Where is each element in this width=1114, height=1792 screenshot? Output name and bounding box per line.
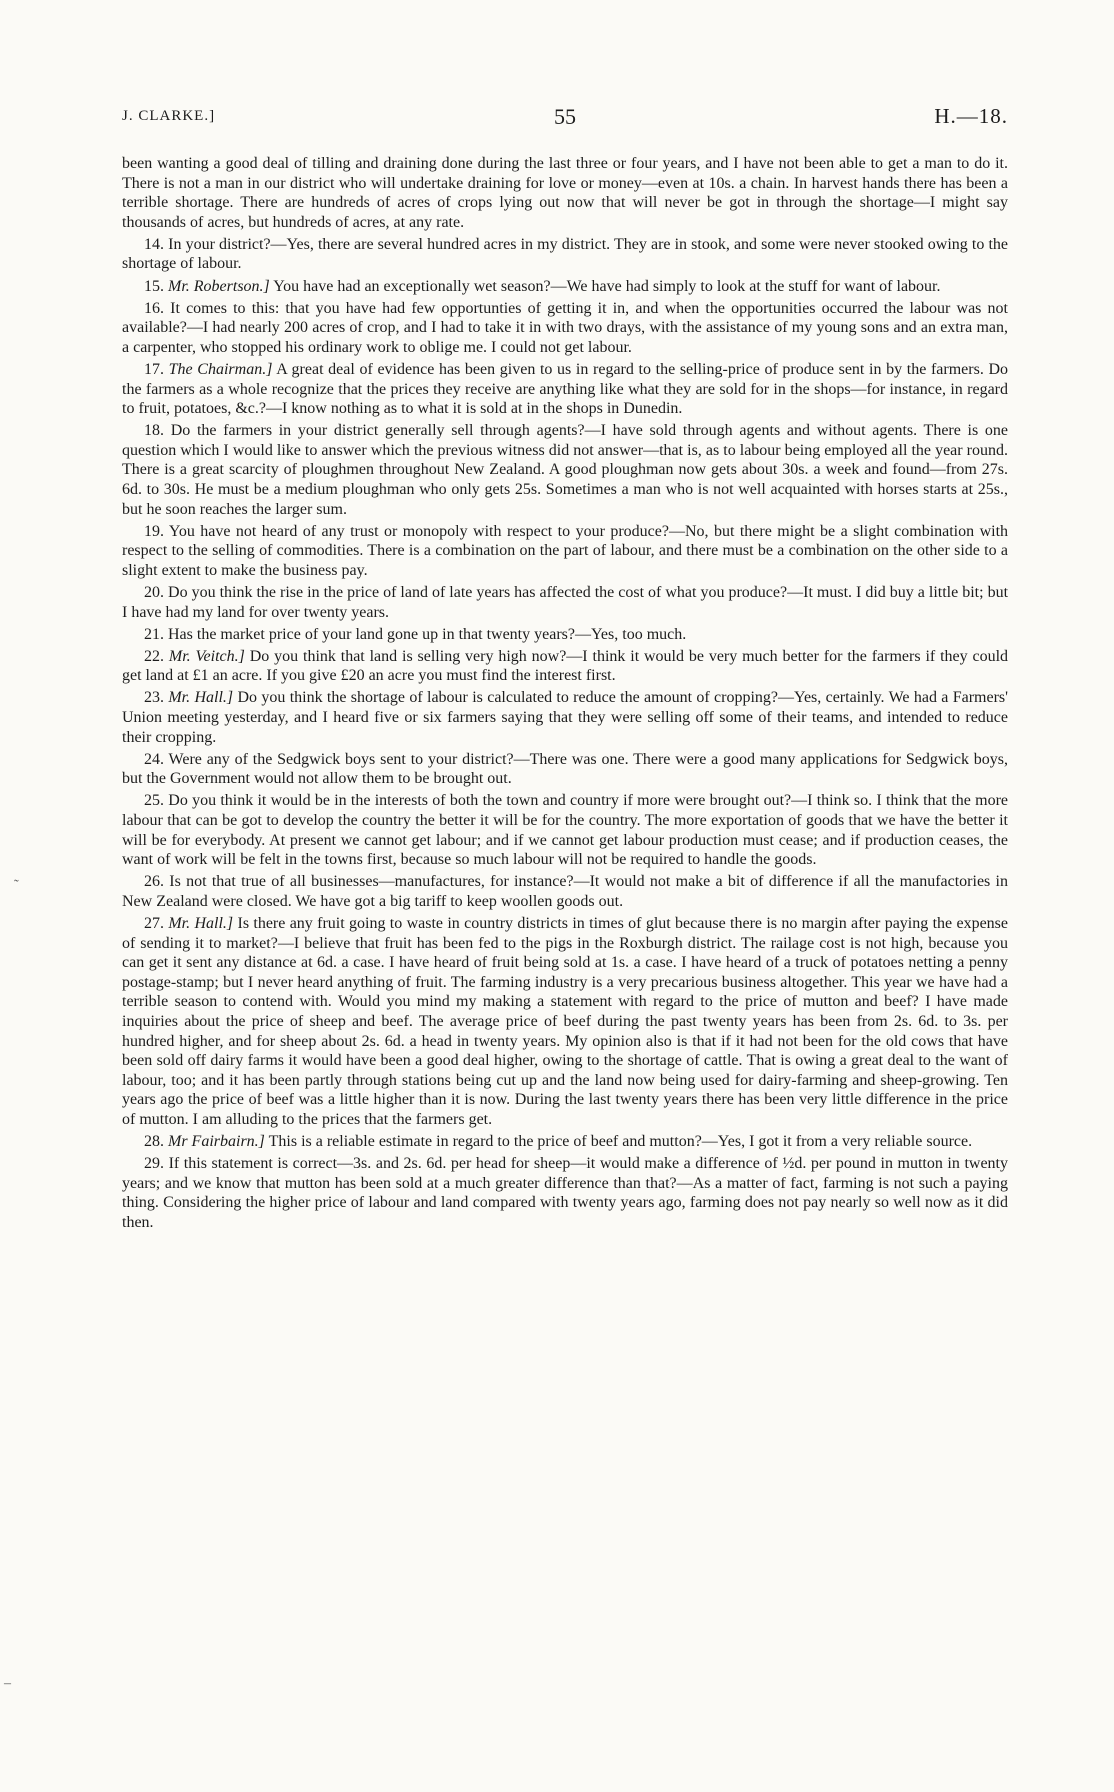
paragraph-text: Do you think the rise in the price of land of late years has affected the cost of what you produce?—It must. I did buy a little bit; but I have had my land for over twenty years. (122, 583, 1009, 621)
question-paragraph (122, 914, 1008, 1130)
question-paragraph (122, 625, 1008, 645)
paragraph-text: You have not heard of any trust or monopoly with respect to your produce?—No, but there might be a slight combination with respect to the selling of commodities. There is a combination on the part of labour, and there must be a combination on the other side to a slight extent to make the business pay. (122, 522, 1009, 579)
question-number: 18. (144, 422, 164, 440)
paragraph-text: Do you think it would be in the interests of both the town and country if more were brought out?—I think so. I think that the more labour that can be got to develop the country the better it will be for the country. The more exportation of goods that we have the better it will be for everybody. At present we cannot get labour; and if we cannot get labour production must cease; and if production ceases, the want of work will be felt in the towns first, because so much labour will not be required to handle the goods. (122, 792, 1009, 869)
question-paragraph (122, 872, 1008, 911)
paragraph-text: In your district?—Yes, there are several hundred acres in my district. They are in stook, and some were never stooked owing to the shortage of labour. (122, 235, 1009, 273)
question-number: 29. (144, 1155, 164, 1173)
question-number: 23. (144, 689, 164, 707)
question-paragraph (122, 235, 1008, 274)
page-header (122, 104, 1008, 134)
question-number: 25. (144, 792, 164, 810)
paragraph-text: Do you think that land is selling very high now?—I think it would be very much better for the farmers if they could get land at £1 an acre. If you give £20 an acre you must find the interest first. (122, 647, 1009, 685)
paragraph-text: Do you think the shortage of labour is calculated to reduce the amount of cropping?—Yes, certainly. We had a Farmers' Union meeting yesterday, and I heard five or six farmers saying that they were selling off some of their teams, and intended to reduce their cropping. (122, 689, 1009, 746)
question-paragraph (122, 522, 1008, 581)
paragraph-text: A great deal of evidence has been given to us in regard to the selling-price of produce sent in by the farmers. Do the farmers as a whole recognize that the prices they receive are anything like what they are sold for in the shops—for instance, in regard to fruit, potatoes, &c.?—I know nothing as to what it is sold at in the shops in Dunedin. (122, 360, 1009, 418)
speaker-name: The Chairman.] (168, 360, 273, 378)
speaker-name: Mr. Robertson.] (168, 277, 270, 295)
paragraph-text: It comes to this: that you have had few opportunties of getting it in, and when the opportunities occurred the labour was not available?—I had nearly 200 acres of crop, and I had to take it in with two drays, with the assistance of my young sons and an extra man, a carpenter, who stopped his ordinary work to oblige me. I could not get labour. (122, 299, 1009, 356)
question-paragraph (122, 688, 1008, 747)
document-body (122, 154, 1008, 1235)
question-paragraph (122, 360, 1008, 419)
question-number: 14. (144, 235, 164, 253)
question-number: 28. (144, 1133, 164, 1150)
paragraph-text: If this statement is correct—3s. and 2s. 6d. per head for sheep—it would make a difference of ½d. per pound in mutton in twenty years; and we know that mutton has been sold at a much greater difference than that?—As a matter of fact, farming is not such a paying thing. Considering the higher price of labour and land compared with twenty years ago, farming does not pay nearly so well now as it did then. (122, 1155, 1009, 1231)
witness-name: J. CLARKE.] (122, 108, 216, 124)
question-paragraph (122, 421, 1008, 519)
margin-mark: ˷ (14, 868, 19, 883)
question-number: 16. (144, 299, 164, 317)
speaker-name: Mr. Hall.] (168, 914, 234, 932)
speaker-name: Mr Fairbairn.] (168, 1133, 265, 1150)
question-paragraph (122, 1154, 1008, 1232)
margin-mark: – (4, 1676, 11, 1691)
speaker-name: Mr. Veitch.] (168, 647, 245, 665)
continued-paragraph (122, 154, 1008, 232)
page-number: 55 (554, 104, 576, 129)
question-paragraph (122, 647, 1008, 686)
paragraph-text: You have had an exceptionally wet season?—We have had simply to look at the stuff for want of labour. (273, 277, 941, 295)
paragraph-text: Do the farmers in your district generally sell through agents?—I have sold through agents and without agents. There is one question which I would like to answer which the previous witness did not answer—that is, as to labour being employed all the year round. There is a great scarcity of ploughmen throughout New Zealand. A good ploughman now gets about 30s. a week and found—from 27s. 6d. to 30s. He must be a medium ploughman who only gets 25s. Sometimes a man who is not well acquainted with horses starts at 25s., but he soon reaches the larger sum. (122, 422, 1009, 518)
question-number: 17. (144, 360, 164, 378)
question-number: 22. (144, 647, 164, 665)
question-number: 19. (144, 522, 164, 540)
question-paragraph (122, 791, 1008, 869)
question-paragraph (122, 277, 1008, 297)
question-number: 26. (144, 873, 164, 891)
question-number: 24. (144, 750, 164, 768)
question-paragraph (122, 583, 1008, 622)
question-number: 21. (144, 625, 164, 643)
question-paragraph (122, 750, 1008, 789)
paragraph-text: been wanting a good deal of tilling and draining done during the last three or four years, and I have not been able to get a man to do it. There is not a man in our district who will undertake draining for love or money—even at 10s. a chain. In harvest hands there has been a terrible shortage. There are hundreds of acres of crops lying out now that will never be got in through the shortage—I might say thousands of acres, but hundreds of acres, at any rate. (122, 155, 1008, 231)
document-reference: H.—18. (934, 104, 1008, 128)
question-number: 27. (144, 914, 164, 932)
paragraph-text: Is there any fruit going to waste in country districts in times of glut because there is no margin after paying the expense of sending it to market?—I believe that fruit has been fed to the pigs in the Roxburgh district. The railage cost is not high, because you can get it sent any distance at 6d. a case. I have heard of fruit being sold at 1s. a case. I have heard of a truck of potatoes netting a penny postage-stamp; but I never heard anything of fruit. The farming industry is a very precarious business altogether. This year we have had a terrible season to contend with. Would you mind my making a statement with regard to the price of mutton and beef? I have made inquiries about the price of sheep and beef. The average price of beef during the past twenty years has been from 2s. 6d. to 3s. per hundred higher, and for sheep about 2s. 6d. a head in twenty years. My opinion also is that if it had not been for the old cows that have been sold off dairy farms it would have been a good deal higher, owing to the shortage of cattle. That is owing a great deal to the want of labour, too; and it has been partly through stations being cut up and the land now being used for dairy-farming and sheep-growing. Ten years ago the price of beef was a little higher than it is now. During the last twenty years there has been very little difference in the price of mutton. I am alluding to the prices that the farmers get. (122, 914, 1009, 1128)
paragraph-text: Were any of the Sedgwick boys sent to your district?—There was one. There were a good many applications for Sedgwick boys, but the Government would not allow them to be brought out. (122, 750, 1008, 788)
speaker-name: Mr. Hall.] (168, 689, 234, 707)
paragraph-text: This is a reliable estimate in regard to the price of beef and mutton?—Yes, I got it from a very reliable source. (268, 1133, 973, 1150)
paragraph-text: Has the market price of your land gone up in that twenty years?—Yes, too much. (168, 625, 687, 643)
question-number: 20. (144, 583, 164, 601)
question-paragraph (122, 1132, 1008, 1152)
paragraph-text: Is not that true of all businesses—manufactures, for instance?—It would not make a bit of difference if all the manufactories in New Zealand were closed. We have got a big tariff to keep woollen goods out. (122, 873, 1009, 910)
question-number: 15. (144, 277, 164, 295)
question-paragraph (122, 299, 1008, 358)
